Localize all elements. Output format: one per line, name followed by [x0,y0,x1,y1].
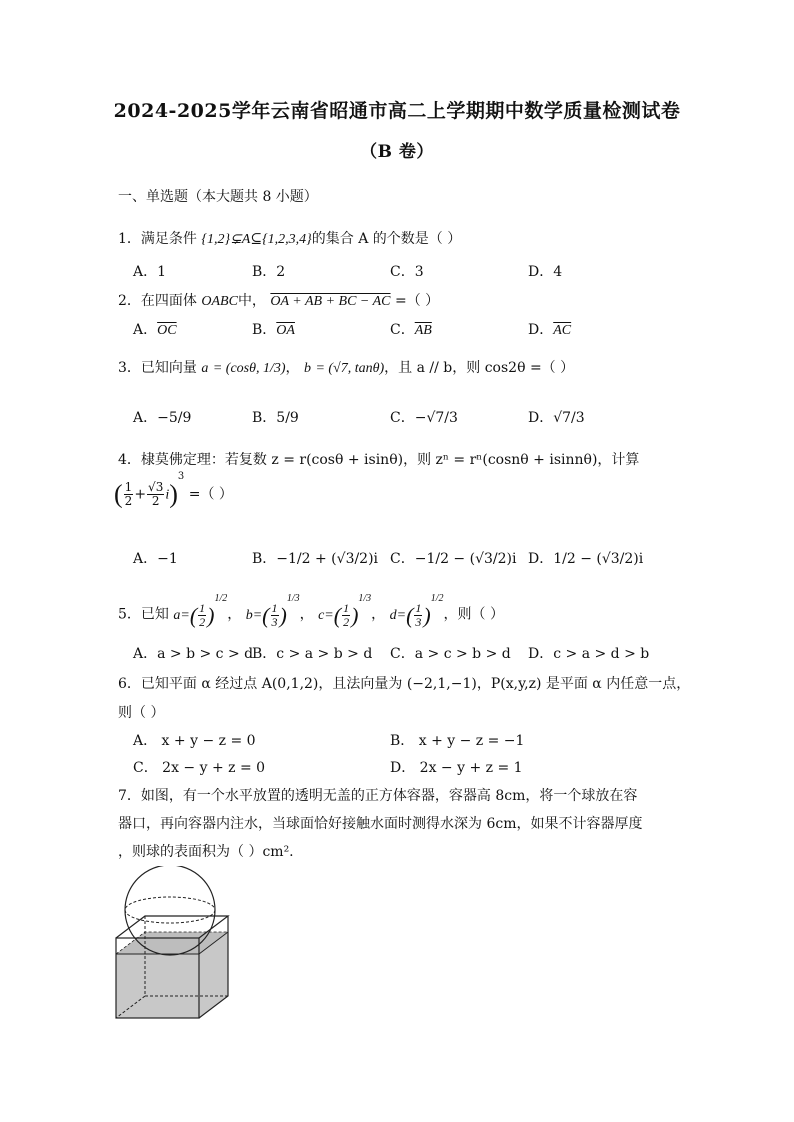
q5-b-frac-num: 1 [271,600,278,615]
q5-post: ，则（ ） [443,606,504,623]
q4-right-paren: ) [169,479,178,509]
q2-option-d[interactable] [528,320,571,341]
q4-option-b[interactable]: B．−1/2 + (√3/2)i [252,551,379,567]
q3-number: 3． [118,360,141,376]
q5-a-frac-num: 1 [199,600,206,615]
q5-d-frac-num: 1 [415,600,422,615]
q5-pre: 已知 [140,606,169,623]
question-2 [118,291,439,312]
q2-option-a-label: A． [133,322,158,338]
q3-a-label: a [201,361,209,376]
q1-option-a[interactable]: A．1 [133,264,167,280]
q2-mid: 中， [237,293,266,309]
q7-number: 7． [118,788,141,804]
q2-option-b-label: B． [252,322,277,338]
q3-option-b[interactable]: B．5/9 [252,410,299,426]
q5-a-def: a=( $\frac{1}{2}$ )$^{1/2}$ [173,593,228,629]
q4-option-a[interactable]: A．−1 [133,551,178,567]
q5-d-frac-den: 3 [415,614,422,629]
question-5: 5．已知 a=( $\frac{1}{2}$ )$^{1/2}$， b=( $\frac{1}{3}$ )$^{1/3}$， c=( $\frac{1}{2}$ )$^{1/3}$， d=( $\frac{1}{3}$ )$^{1/2}$，则（ ） [118,593,504,629]
q2-pre: 在四面体 [140,293,197,309]
q6-option-d[interactable]: D． 2x − y + z = 1 [390,760,523,776]
q6-number: 6． [118,676,141,692]
q3-b-value: = (√7, tanθ) [315,361,385,376]
q4-post: =（ ） [188,486,233,503]
q2-option-c[interactable] [390,320,432,341]
q4-frac-half [124,481,134,508]
q3-a-value: = (cosθ, 1/3) [212,361,286,376]
q6-option-c[interactable]: C． 2x − y + z = 0 [133,760,266,776]
page-subtitle: （B 卷） [360,142,434,162]
q3-b-label: b [303,361,311,376]
q2-option-d-label: D． [528,322,554,338]
q3-pre: 已知向量 [140,360,197,376]
q1-option-c[interactable]: C．3 [390,264,424,280]
page-title: 2024-2025学年云南省昭通市高二上学期期中数学质量检测试卷 [113,100,681,122]
q5-option-c[interactable]: C．a > c > b > d [390,646,511,662]
q2-vector-expression: OA + AB + BC − AC [270,294,391,309]
q5-c-def: c=( $\frac{1}{2}$ )$^{1/3}$ [318,593,372,629]
q5-number: 5． [118,606,141,623]
q7-line2: 器口，再向容器内注水，当球面恰好接触水面时测得水深为 6cm，如果不计容器厚度 [118,816,643,832]
q5-c-frac [342,602,350,629]
q4-frac-root3 [147,481,164,508]
q5-a-frac [198,602,206,629]
q4-expression: ( $\frac{1}{2}$ + $\frac{√3}{2}$ i)$^3$ =（ ） [114,471,233,509]
q1-option-d[interactable]: D．4 [528,264,563,280]
q6-option-b[interactable]: B． x + y − z = −1 [390,733,525,749]
q4-frac-root3-den: 2 [151,494,160,509]
q5-d-frac [414,602,422,629]
q4-imag-unit: i [165,487,170,503]
q2-tetrahedron: OABC [201,294,238,309]
q1-number: 1． [118,231,141,247]
q4-left-paren: ( [114,479,123,509]
q6-option-a[interactable]: A． x + y − z = 0 [133,733,256,749]
q4-option-d[interactable]: D．1/2 − (√3/2)i [528,551,644,567]
q4-frac-half-num: 1 [124,480,133,495]
q2-option-a[interactable] [133,320,177,341]
q6-line1: 已知平面 α 经过点 A(0,1,2)，且法向量为 (−2,1,−1)，P(x,y,z) 是平面 α 内任意一点， [140,676,691,692]
q5-b-frac-den: 3 [271,614,278,629]
q7-line3: ，则球的表面积为（ ）cm². [118,844,294,860]
q3-option-a[interactable]: A．−5/9 [133,410,192,426]
q1-post: 的集合 A 的个数是（ ） [311,231,462,247]
q3-option-d[interactable]: D．√7/3 [528,410,585,426]
q4-frac-half-den: 2 [124,494,133,509]
question-6 [118,674,690,694]
q1-set-condition: {1,2}⊊A⊆{1,2,3,4} [201,232,312,247]
q5-c-frac-den: 2 [343,614,350,629]
sphere-equator [125,897,215,923]
q2-option-b[interactable] [252,320,295,341]
cube-sphere-figure [110,866,234,1022]
q4-frac-root3-num: √3 [148,480,164,495]
question-3: 3．已知向量 a = (cosθ, 1/3)， b = (√7, tanθ)，且 a // b，则 cos2θ =（ ） [118,360,575,376]
q5-option-b[interactable]: B．c > a > b > d [252,646,373,662]
q2-option-d-vector: $\overline{AC}$ [553,323,572,338]
q2-option-c-label: C． [390,322,415,338]
q5-b-frac [271,602,279,629]
q1-option-b[interactable]: B．2 [252,264,286,280]
q3-option-c[interactable]: C．−√7/3 [390,410,458,426]
q1-pre: 满足条件 [140,231,197,247]
q4-exponent: 3 [177,471,185,482]
section-heading: 一、单选题（本大题共 8 小题） [118,189,318,205]
q4-text: 棣莫佛定理：若复数 z = r(cosθ + isinθ)，则 zⁿ = rⁿ(cosnθ + isinnθ)，计算 [140,452,640,468]
question-4 [118,450,639,470]
q2-post: =（ ） [394,293,440,309]
question-7 [118,786,637,806]
q2-option-c-vector: $\overline{AB}$ [414,323,432,338]
question-1 [118,229,461,250]
q5-c-frac-num: 1 [343,600,350,615]
q4-option-c[interactable]: C．−1/2 − (√3/2)i [390,551,517,567]
q2-number: 2． [118,293,141,309]
q3-condition: ，且 a // b，则 cos2θ =（ ） [384,360,575,376]
q5-option-a[interactable]: A．a > b > c > d [133,646,254,662]
q7-line1: 如图，有一个水平放置的透明无盖的正方体容器，容器高 8cm，将一个球放在容 [140,788,638,804]
q5-d-def: d=( $\frac{1}{3}$ )$^{1/2}$ [389,593,444,629]
q2-option-b-vector: $\overline{OA}$ [276,323,295,338]
q2-option-a-vector: $\overline{OC}$ [157,323,177,338]
q5-option-d[interactable]: D．c > a > d > b [528,646,650,662]
q6-line2: 则（ ） [118,705,165,721]
q5-a-frac-den: 2 [199,614,206,629]
q4-number: 4． [118,452,141,468]
q5-b-def: b=( $\frac{1}{3}$ )$^{1/3}$ [245,593,300,629]
